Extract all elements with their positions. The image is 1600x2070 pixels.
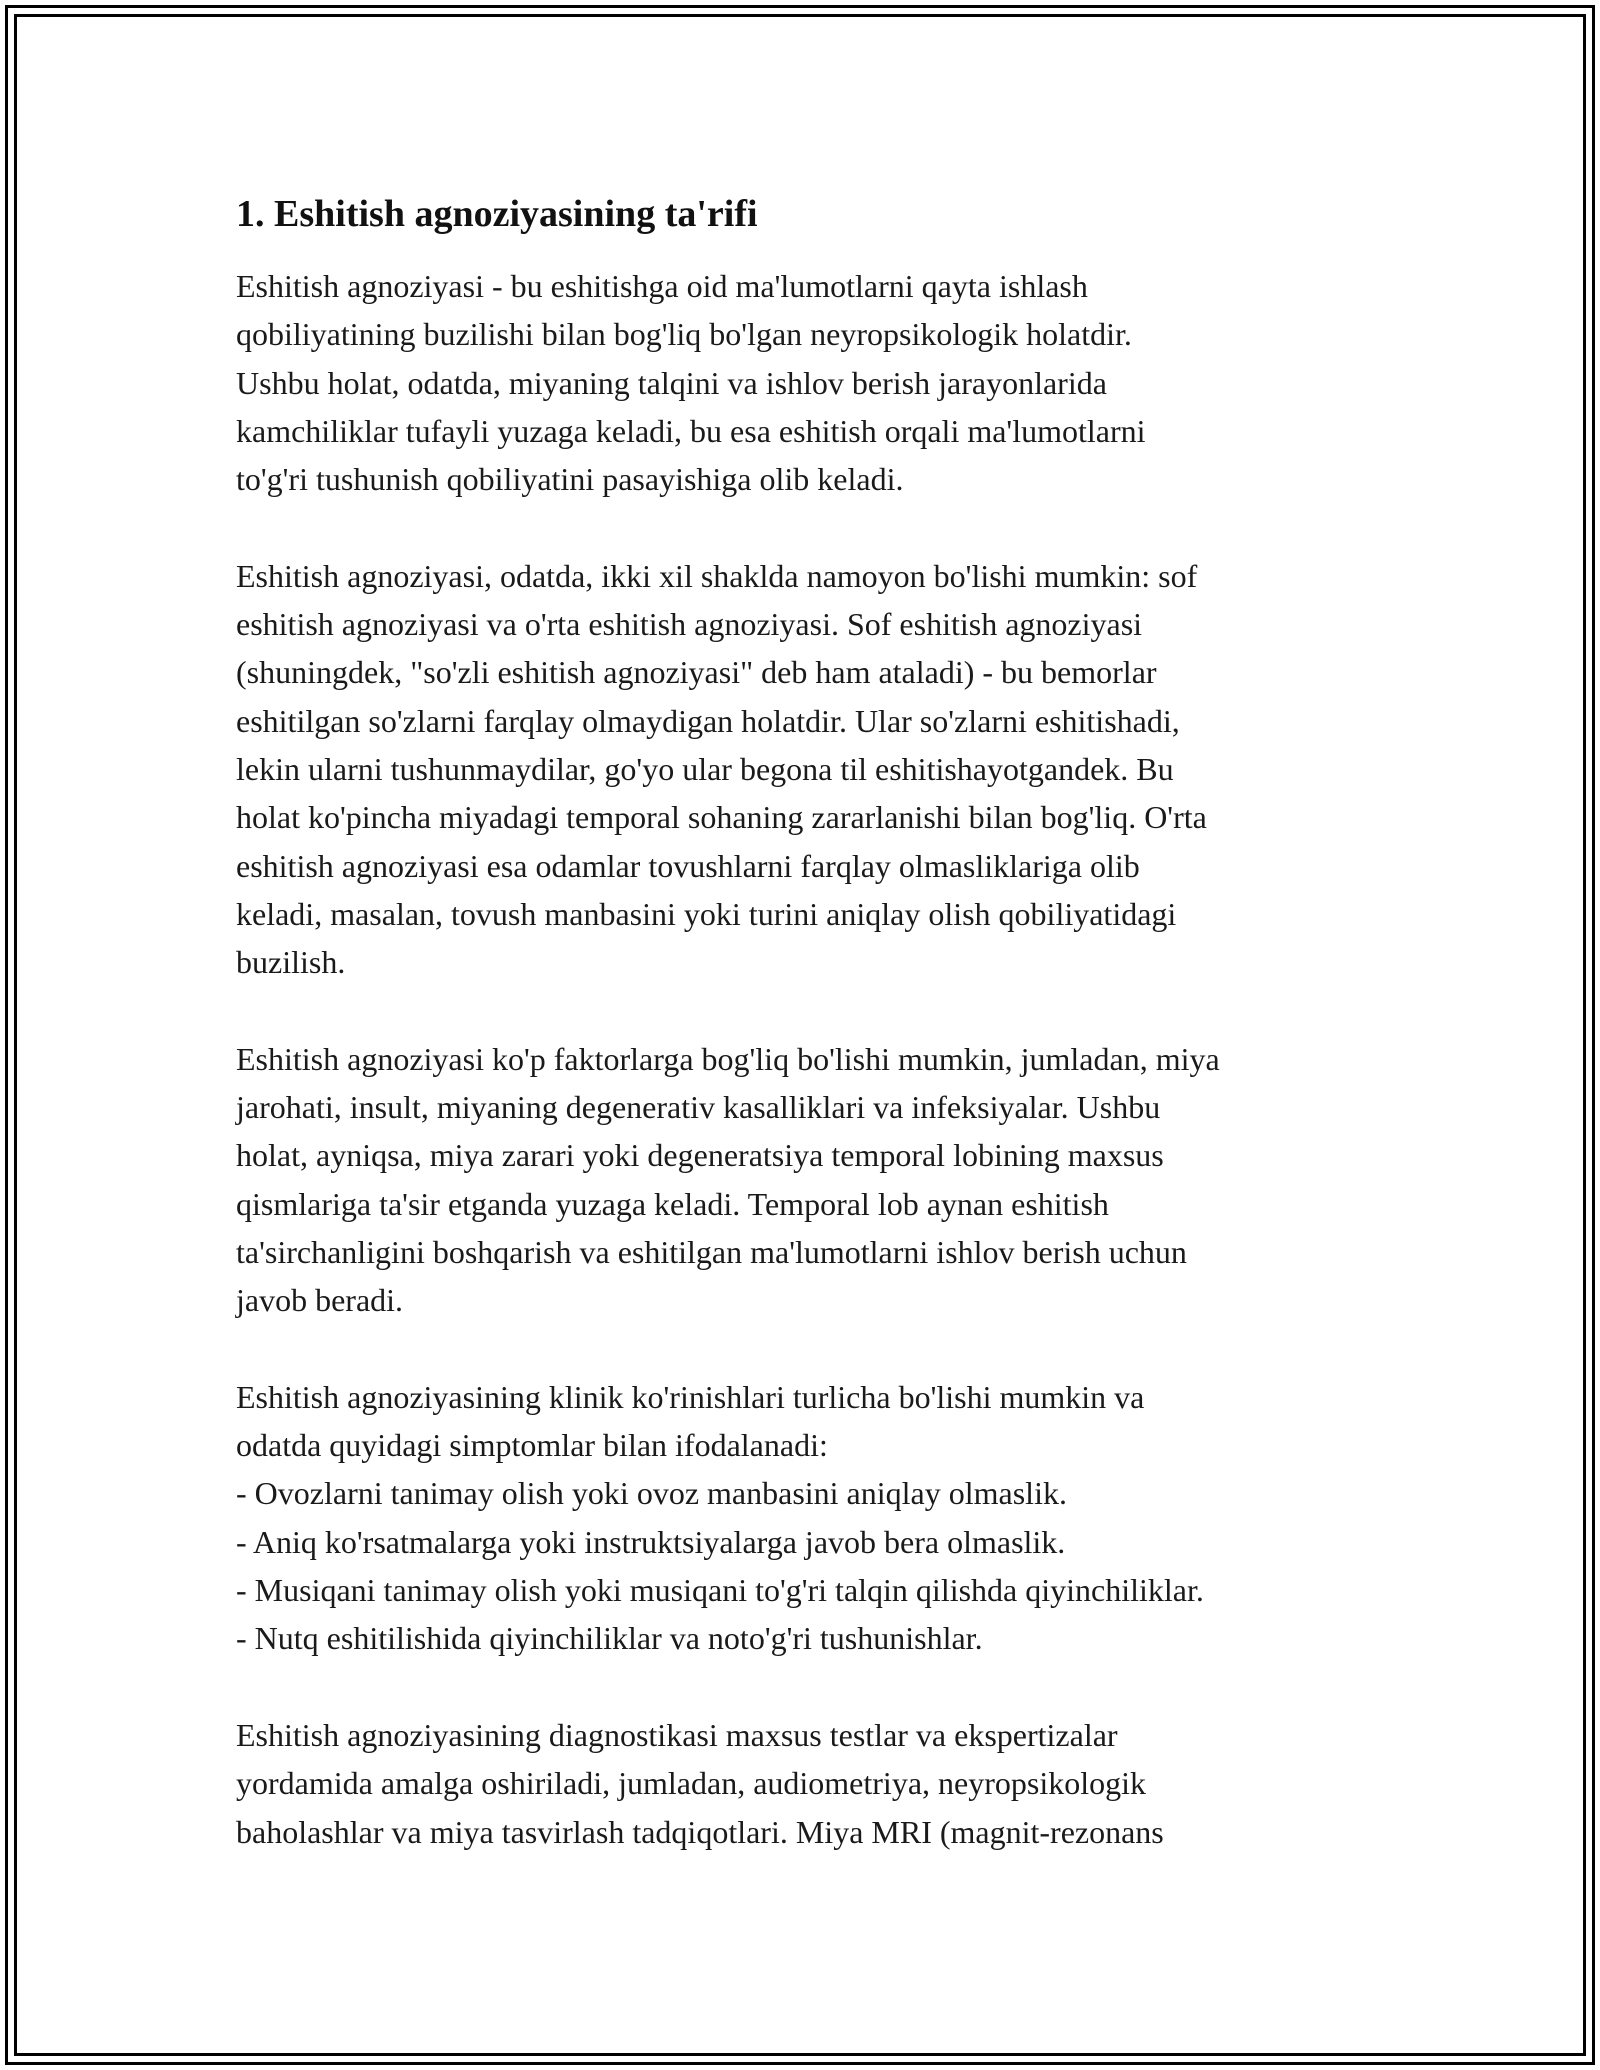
text-line: Eshitish agnoziyasi, odatda, ikki xil shaklda namoyon bo'lishi mumkin: sof [236,557,1198,594]
symptom-list-item: - Aniq ko'rsatmalarga yoki instruktsiyalarga javob bera olmaslik. [236,1523,1066,1560]
paragraph-diagnostics [236,1711,1376,1856]
text-line: holat ko'pincha miyadagi temporal sohaning zararlanishi bilan bog'liq. O'rta [236,799,1207,836]
text-line: Ushbu holat, odatda, miyaning talqini va ishlov berish jarayonlarida [236,364,1107,401]
text-line: eshitish agnoziyasi va o'rta eshitish agnoziyasi. Sof eshitish agnoziyasi [236,606,1143,643]
text-line: kamchiliklar tufayli yuzaga keladi, bu esa eshitish orqali ma'lumotlarni [236,412,1146,449]
symptom-list-item: - Ovozlarni tanimay olish yoki ovoz manbasini aniqlay olmaslik. [236,1475,1067,1512]
text-line: buzilish. [236,944,346,981]
text-line: yordamida amalga oshiriladi, jumladan, audiometriya, neyropsikologik [236,1765,1146,1802]
text-line: (shuningdek, "so'zli eshitish agnoziyasi" deb ham ataladi) - bu bemorlar [236,654,1157,691]
text-line: qobiliyatining buzilishi bilan bog'liq bo'lgan neyropsikologik holatdir. [236,316,1132,353]
paragraph-symptoms [236,1373,1376,1663]
text-line: ta'sirchanligini boshqarish va eshitilgan ma'lumotlarni ishlov berish uchun [236,1233,1187,1270]
symptom-list-item: - Musiqani tanimay olish yoki musiqani to'g'ri talqin qilishda qiyinchiliklar. [236,1572,1204,1609]
text-line: eshitilgan so'zlarni farqlay olmaydigan holatdir. Ular so'zlarni eshitishadi, [236,702,1180,739]
text-line: Eshitish agnoziyasi - bu eshitishga oid ma'lumotlarni qayta ishlash [236,268,1088,304]
text-line: qismlariga ta'sir etganda yuzaga keladi. Temporal lob aynan eshitish [236,1185,1109,1222]
text-line: holat, ayniqsa, miya zarari yoki degeneratsiya temporal lobining maxsus [236,1137,1164,1174]
text-line: eshitish agnoziyasi esa odamlar tovushlarni farqlay olmasliklariga olib [236,847,1140,884]
text-line: odatda quyidagi simptomlar bilan ifodalanadi: [236,1427,828,1464]
text-line: Eshitish agnoziyasining klinik ko'rinishlari turlicha bo'lishi mumkin va [236,1378,1145,1415]
text-line: javob beradi. [236,1282,404,1319]
text-line: jarohati, insult, miyaning degenerativ kasalliklari va infeksiyalar. Ushbu [236,1089,1161,1126]
text-line: lekin ularni tushunmaydilar, go'yo ular begona til eshitishayotgandek. Bu [236,750,1174,787]
paragraph-forms [236,552,1376,987]
text-line: Eshitish agnoziyasining diagnostikasi maxsus testlar va ekspertizalar [236,1716,1118,1753]
paragraph-definition [236,262,1376,503]
section-heading: 1. Eshitish agnoziyasining ta'rifi [236,193,758,235]
text-line: keladi, masalan, tovush manbasini yoki turini aniqlay olish qobiliyatidagi [236,895,1177,932]
text-line: to'g'ri tushunish qobiliyatini pasayishiga olib keladi. [236,461,904,498]
document-content [236,186,1376,1904]
text-line: Eshitish agnoziyasi ko'p faktorlarga bog'liq bo'lishi mumkin, jumladan, miya [236,1040,1220,1077]
text-line: baholashlar va miya tasvirlash tadqiqotlari. Miya MRI (magnit-rezonans [236,1813,1164,1850]
symptom-list-item: - Nutq eshitilishida qiyinchiliklar va noto'g'ri tushunishlar. [236,1620,983,1657]
paragraph-causes [236,1035,1376,1325]
